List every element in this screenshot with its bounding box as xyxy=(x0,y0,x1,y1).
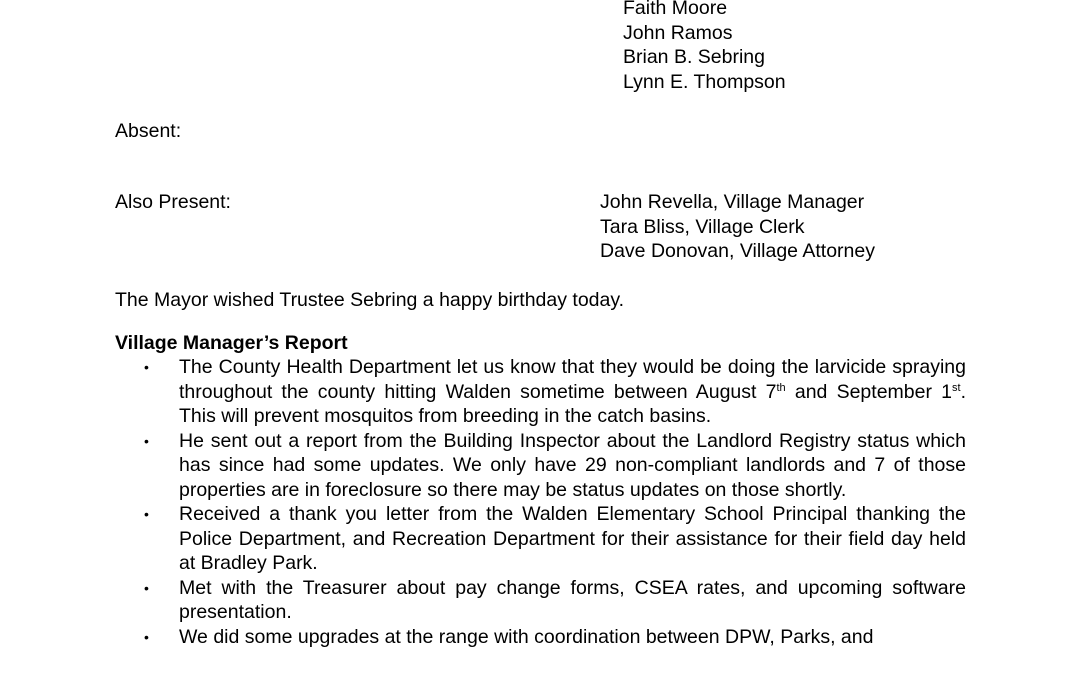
bullet-icon: • xyxy=(144,432,149,449)
also-present-person: Tara Bliss, Village Clerk xyxy=(600,215,805,238)
members-present-list xyxy=(623,0,786,94)
bullet-icon: • xyxy=(144,628,149,645)
bullet-icon: • xyxy=(144,506,149,522)
report-list xyxy=(115,355,966,649)
also-present-list xyxy=(600,190,875,264)
report-item xyxy=(115,625,966,650)
report-item-text: Met with the Treasurer about pay change forms, CSEA rates, and upcoming software presentation. xyxy=(179,576,966,623)
report-title: Village Manager’s Report xyxy=(115,332,348,354)
report-item xyxy=(115,429,966,503)
member-name: John Ramos xyxy=(623,21,733,44)
bullet-icon: • xyxy=(144,579,149,596)
also-present-person: John Revella, Village Manager xyxy=(600,191,865,213)
member-name: Brian B. Sebring xyxy=(623,46,765,68)
report-item-text: He sent out a report from the Building Inspector about the Landlord Registry status which has since had some updates. We only have 29 non-compliant landlords and 7 of those properties are in foreclosure so there may be status updates on those shortly. xyxy=(179,429,966,501)
member-name: Lynn E. Thompson xyxy=(623,70,786,93)
report-item-text: Received a thank you letter from the Walden Elementary School Principal thanking the Police Department, and Recreation Department for their assistance for their field day held at Bradley Park. xyxy=(179,503,966,574)
birthday-note: The Mayor wished Trustee Sebring a happy birthday today. xyxy=(115,289,625,311)
report-item xyxy=(115,576,966,625)
absent-label: Absent: xyxy=(115,120,182,142)
bullet-icon: • xyxy=(144,359,149,375)
report-item-text: We did some upgrades at the range with coordination between DPW, Parks, and xyxy=(179,625,874,648)
report-item-text: The County Health Department let us know that they would be doing the larvicide spraying throughout the county hitting Walden sometime between August 7th and September 1st. This will prevent mosquitos from breeding in the catch basins. xyxy=(179,356,966,427)
member-name: Faith Moore xyxy=(623,0,728,19)
report-item xyxy=(115,502,966,576)
also-present-label: Also Present: xyxy=(115,191,231,213)
report-item xyxy=(115,355,966,429)
also-present-person: Dave Donovan, Village Attorney xyxy=(600,240,875,262)
